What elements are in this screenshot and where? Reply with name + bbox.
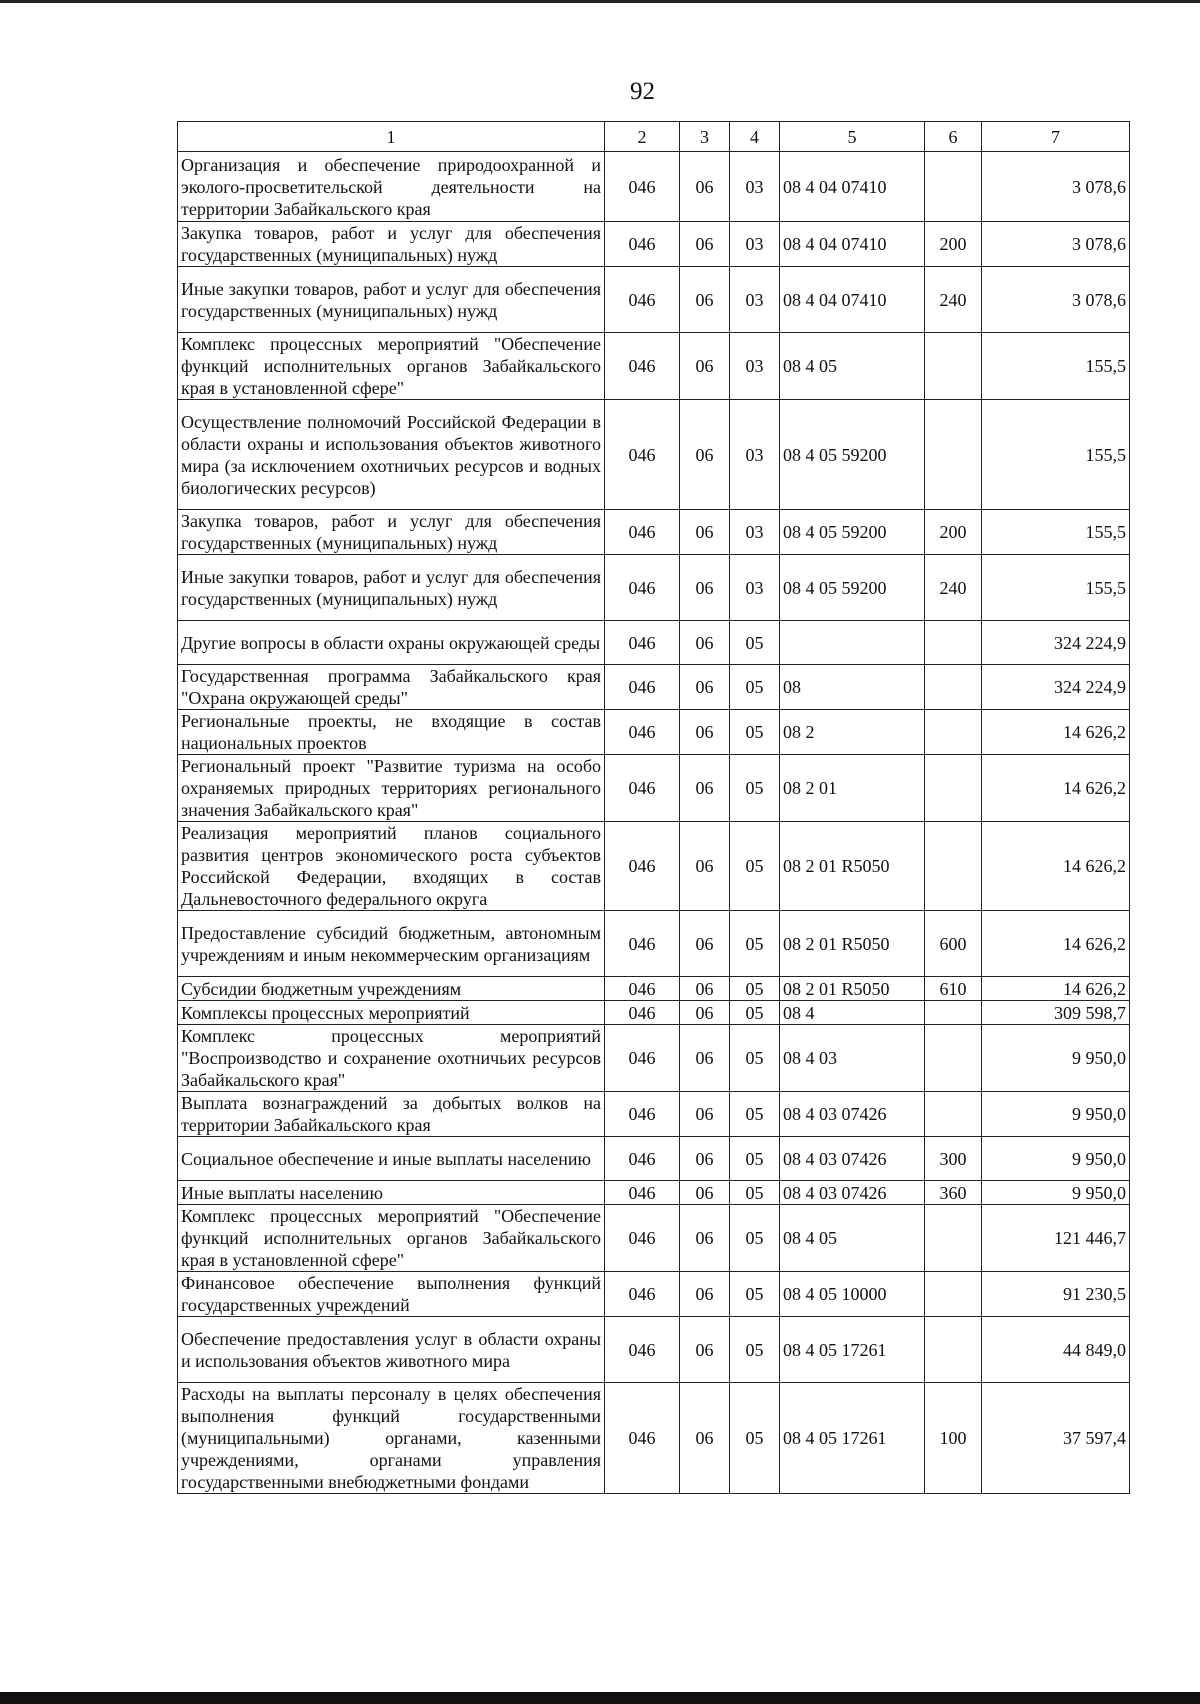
row-rz-code: 06: [680, 510, 730, 555]
row-name-cell: Иные выплаты населению: [178, 1181, 605, 1205]
table-row: [178, 222, 1130, 267]
table-row: [178, 267, 1130, 333]
row-vr-code: 360: [925, 1181, 982, 1205]
table-row: [178, 1317, 1130, 1383]
row-csr-code: 08 4 03 07426: [780, 1092, 925, 1137]
row-rz-code: 06: [680, 152, 730, 222]
row-csr-code: 08 4 05 10000: [780, 1272, 925, 1317]
row-pr-code: 05: [730, 1025, 780, 1092]
row-csr-code: 08 4 05 59200: [780, 400, 925, 510]
row-pr-code: 05: [730, 1272, 780, 1317]
row-gr-code: 046: [605, 911, 680, 977]
row-vr-code: [925, 665, 982, 710]
row-pr-code: 05: [730, 1383, 780, 1494]
row-vr-code: 100: [925, 1383, 982, 1494]
row-rz-code: 06: [680, 1205, 730, 1272]
row-csr-code: 08 4 05 17261: [780, 1383, 925, 1494]
row-gr-code: 046: [605, 510, 680, 555]
row-name-cell: Комплекс процессных мероприятий "Обеспечение функций исполнительных органов Забайкальского края в установленной сфере": [178, 333, 605, 400]
row-rz-code: 06: [680, 555, 730, 621]
row-vr-code: 600: [925, 911, 982, 977]
row-vr-code: [925, 822, 982, 911]
row-amount: 3 078,6: [982, 152, 1130, 222]
row-rz-code: 06: [680, 621, 730, 665]
row-vr-code: [925, 621, 982, 665]
row-amount: 309 598,7: [982, 1001, 1130, 1025]
row-gr-code: 046: [605, 1272, 680, 1317]
row-gr-code: 046: [605, 755, 680, 822]
header-col-5: 5: [780, 122, 925, 152]
row-vr-code: 240: [925, 267, 982, 333]
row-vr-code: [925, 1272, 982, 1317]
row-gr-code: 046: [605, 621, 680, 665]
row-csr-code: 08 4 03: [780, 1025, 925, 1092]
row-vr-code: 200: [925, 222, 982, 267]
table-row: [178, 1025, 1130, 1092]
row-gr-code: 046: [605, 1025, 680, 1092]
row-csr-code: 08 4 04 07410: [780, 152, 925, 222]
row-pr-code: 03: [730, 333, 780, 400]
row-gr-code: 046: [605, 333, 680, 400]
row-name-cell: Региональные проекты, не входящие в состав национальных проектов: [178, 710, 605, 755]
table-row: [178, 510, 1130, 555]
table-row: [178, 400, 1130, 510]
row-pr-code: 03: [730, 267, 780, 333]
row-amount: 3 078,6: [982, 222, 1130, 267]
row-amount: 91 230,5: [982, 1272, 1130, 1317]
page-number: 92: [630, 78, 655, 105]
row-rz-code: 06: [680, 1317, 730, 1383]
row-name-cell: Финансовое обеспечение выполнения функций государственных учреждений: [178, 1272, 605, 1317]
row-rz-code: 06: [680, 1001, 730, 1025]
row-vr-code: [925, 1025, 982, 1092]
table-row: [178, 911, 1130, 977]
table-row: [178, 1272, 1130, 1317]
row-rz-code: 06: [680, 665, 730, 710]
header-col-1: 1: [178, 122, 605, 152]
row-amount: 14 626,2: [982, 710, 1130, 755]
row-vr-code: [925, 1092, 982, 1137]
row-csr-code: 08 4: [780, 1001, 925, 1025]
row-gr-code: 046: [605, 665, 680, 710]
row-rz-code: 06: [680, 977, 730, 1001]
row-amount: 324 224,9: [982, 665, 1130, 710]
row-pr-code: 05: [730, 1137, 780, 1181]
row-rz-code: 06: [680, 1383, 730, 1494]
row-name-cell: Иные закупки товаров, работ и услуг для обеспечения государственных (муниципальных) нужд: [178, 267, 605, 333]
row-pr-code: 03: [730, 152, 780, 222]
row-gr-code: 046: [605, 1092, 680, 1137]
row-gr-code: 046: [605, 710, 680, 755]
row-rz-code: 06: [680, 911, 730, 977]
table-row: [178, 710, 1130, 755]
table-row: [178, 1137, 1130, 1181]
row-vr-code: [925, 710, 982, 755]
row-pr-code: 05: [730, 710, 780, 755]
budget-table: [177, 121, 1130, 1494]
row-csr-code: 08 4 05 59200: [780, 510, 925, 555]
row-rz-code: 06: [680, 1181, 730, 1205]
row-gr-code: 046: [605, 1383, 680, 1494]
row-pr-code: 05: [730, 1317, 780, 1383]
row-amount: 14 626,2: [982, 822, 1130, 911]
row-vr-code: [925, 400, 982, 510]
row-vr-code: [925, 333, 982, 400]
row-vr-code: [925, 1205, 982, 1272]
row-name-cell: Закупка товаров, работ и услуг для обеспечения государственных (муниципальных) нужд: [178, 510, 605, 555]
row-name-cell: Региональный проект "Развитие туризма на особо охраняемых природных территориях регионального значения Забайкальского края": [178, 755, 605, 822]
row-vr-code: [925, 152, 982, 222]
row-name-cell: Реализация мероприятий планов социального развития центров экономического роста субъектов Российской Федерации, входящих в состав Дальневосточного федерального округа: [178, 822, 605, 911]
table-row: [178, 1092, 1130, 1137]
row-csr-code: 08 2 01 R5050: [780, 822, 925, 911]
top-edge-rule: [0, 0, 1200, 3]
row-amount: 121 446,7: [982, 1205, 1130, 1272]
row-amount: 155,5: [982, 555, 1130, 621]
table-row: [178, 333, 1130, 400]
row-csr-code: 08 4 05 59200: [780, 555, 925, 621]
row-name-cell: Выплата вознаграждений за добытых волков на территории Забайкальского края: [178, 1092, 605, 1137]
row-rz-code: 06: [680, 1092, 730, 1137]
row-pr-code: 03: [730, 222, 780, 267]
row-amount: 9 950,0: [982, 1181, 1130, 1205]
table-header: [178, 122, 1130, 152]
row-vr-code: 610: [925, 977, 982, 1001]
row-csr-code: [780, 621, 925, 665]
row-csr-code: 08 4 03 07426: [780, 1137, 925, 1181]
row-name-cell: Субсидии бюджетным учреждениям: [178, 977, 605, 1001]
row-pr-code: 05: [730, 1092, 780, 1137]
header-col-6: 6: [925, 122, 982, 152]
row-vr-code: [925, 1001, 982, 1025]
table-row: [178, 665, 1130, 710]
row-pr-code: 05: [730, 1205, 780, 1272]
row-name-cell: Обеспечение предоставления услуг в области охраны и использования объектов животного мира: [178, 1317, 605, 1383]
row-gr-code: 046: [605, 1317, 680, 1383]
row-vr-code: 200: [925, 510, 982, 555]
row-rz-code: 06: [680, 1272, 730, 1317]
row-csr-code: 08 2 01: [780, 755, 925, 822]
row-pr-code: 05: [730, 911, 780, 977]
table-row: [178, 977, 1130, 1001]
bottom-edge-band: [0, 1692, 1200, 1704]
table-row: [178, 1205, 1130, 1272]
row-csr-code: 08 2: [780, 710, 925, 755]
header-col-4: 4: [730, 122, 780, 152]
header-col-3: 3: [680, 122, 730, 152]
table-row: [178, 822, 1130, 911]
row-amount: 37 597,4: [982, 1383, 1130, 1494]
row-csr-code: 08 4 04 07410: [780, 222, 925, 267]
row-rz-code: 06: [680, 1025, 730, 1092]
row-gr-code: 046: [605, 1205, 680, 1272]
row-amount: 3 078,6: [982, 267, 1130, 333]
row-rz-code: 06: [680, 710, 730, 755]
row-name-cell: Предоставление субсидий бюджетным, автономным учреждениям и иным некоммерческим организациям: [178, 911, 605, 977]
row-amount: 9 950,0: [982, 1137, 1130, 1181]
row-csr-code: 08 4 05: [780, 333, 925, 400]
table-body: [178, 152, 1130, 1494]
table-row: [178, 755, 1130, 822]
row-gr-code: 046: [605, 1181, 680, 1205]
row-amount: 9 950,0: [982, 1025, 1130, 1092]
row-amount: 155,5: [982, 510, 1130, 555]
row-name-cell: Иные закупки товаров, работ и услуг для обеспечения государственных (муниципальных) нужд: [178, 555, 605, 621]
row-pr-code: 03: [730, 510, 780, 555]
row-rz-code: 06: [680, 822, 730, 911]
row-pr-code: 05: [730, 665, 780, 710]
row-pr-code: 05: [730, 977, 780, 1001]
row-vr-code: [925, 755, 982, 822]
row-csr-code: 08 2 01 R5050: [780, 977, 925, 1001]
header-col-7: 7: [982, 122, 1130, 152]
row-rz-code: 06: [680, 267, 730, 333]
row-name-cell: Комплекс процессных мероприятий "Воспроизводство и сохранение охотничьих ресурсов Забайкальского края": [178, 1025, 605, 1092]
row-csr-code: 08 2 01 R5050: [780, 911, 925, 977]
row-name-cell: Организация и обеспечение природоохранной и эколого-просветительской деятельности на территории Забайкальского края: [178, 152, 605, 222]
header-row: [178, 122, 1130, 152]
row-amount: 9 950,0: [982, 1092, 1130, 1137]
row-amount: 14 626,2: [982, 755, 1130, 822]
row-pr-code: 05: [730, 1001, 780, 1025]
row-gr-code: 046: [605, 152, 680, 222]
row-name-cell: Закупка товаров, работ и услуг для обеспечения государственных (муниципальных) нужд: [178, 222, 605, 267]
row-amount: 324 224,9: [982, 621, 1130, 665]
row-rz-code: 06: [680, 400, 730, 510]
row-pr-code: 03: [730, 555, 780, 621]
row-pr-code: 05: [730, 755, 780, 822]
table-row: [178, 152, 1130, 222]
row-name-cell: Комплексы процессных мероприятий: [178, 1001, 605, 1025]
row-gr-code: 046: [605, 977, 680, 1001]
row-name-cell: Государственная программа Забайкальского края "Охрана окружающей среды": [178, 665, 605, 710]
row-gr-code: 046: [605, 267, 680, 333]
row-pr-code: 05: [730, 822, 780, 911]
row-gr-code: 046: [605, 400, 680, 510]
table-row: [178, 1383, 1130, 1494]
row-pr-code: 03: [730, 400, 780, 510]
header-col-2: 2: [605, 122, 680, 152]
row-pr-code: 05: [730, 621, 780, 665]
row-csr-code: 08 4 05: [780, 1205, 925, 1272]
row-amount: 14 626,2: [982, 977, 1130, 1001]
row-name-cell: Социальное обеспечение и иные выплаты населению: [178, 1137, 605, 1181]
row-rz-code: 06: [680, 1137, 730, 1181]
row-csr-code: 08 4 03 07426: [780, 1181, 925, 1205]
row-amount: 155,5: [982, 400, 1130, 510]
row-rz-code: 06: [680, 222, 730, 267]
row-vr-code: 240: [925, 555, 982, 621]
row-amount: 14 626,2: [982, 911, 1130, 977]
row-name-cell: Комплекс процессных мероприятий "Обеспечение функций исполнительных органов Забайкальского края в установленной сфере": [178, 1205, 605, 1272]
row-vr-code: [925, 1317, 982, 1383]
row-rz-code: 06: [680, 755, 730, 822]
table-row: [178, 1181, 1130, 1205]
row-name-cell: Осуществление полномочий Российской Федерации в области охраны и использования объектов животного мира (за исключением охотничьих ресурсов и водных биологических ресурсов): [178, 400, 605, 510]
row-pr-code: 05: [730, 1181, 780, 1205]
row-gr-code: 046: [605, 222, 680, 267]
row-gr-code: 046: [605, 1137, 680, 1181]
row-csr-code: 08: [780, 665, 925, 710]
table-row: [178, 1001, 1130, 1025]
row-amount: 44 849,0: [982, 1317, 1130, 1383]
table-row: [178, 621, 1130, 665]
row-csr-code: 08 4 04 07410: [780, 267, 925, 333]
row-rz-code: 06: [680, 333, 730, 400]
row-csr-code: 08 4 05 17261: [780, 1317, 925, 1383]
row-name-cell: Расходы на выплаты персоналу в целях обеспечения выполнения функций государственными (муниципальными) органами, казенными учреждениями, органами управления государственными внебюджетными фондами: [178, 1383, 605, 1494]
row-gr-code: 046: [605, 822, 680, 911]
row-gr-code: 046: [605, 555, 680, 621]
row-gr-code: 046: [605, 1001, 680, 1025]
table-row: [178, 555, 1130, 621]
row-name-cell: Другие вопросы в области охраны окружающей среды: [178, 621, 605, 665]
row-amount: 155,5: [982, 333, 1130, 400]
row-vr-code: 300: [925, 1137, 982, 1181]
